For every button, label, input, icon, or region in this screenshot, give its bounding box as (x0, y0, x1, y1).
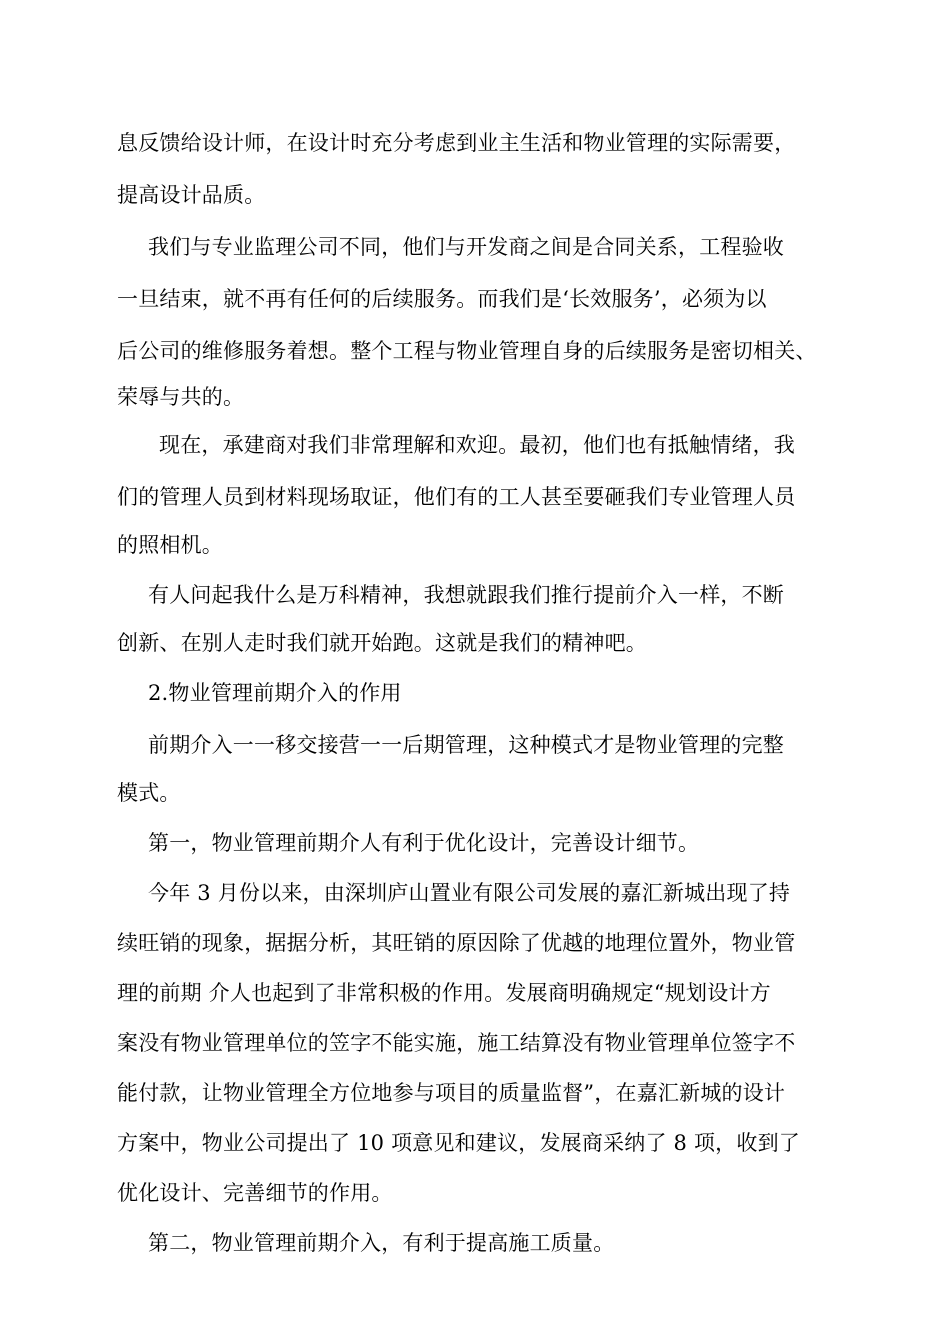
text-line-7: 现在，承建商对我们非常理解和欢迎。最初，他们也有抵触情绪，我 (159, 433, 795, 457)
text-line-14: 模式。 (117, 781, 181, 805)
text-line-18: 理的前期 介人也起到了非常积极的作用。发展商明确规定“规划设计方 (117, 981, 771, 1005)
text-line-3: 我们与专业监理公司不同，他们与开发商之间是合同关系，工程验收 (148, 235, 784, 259)
text-line-9: 的照相机。 (117, 533, 223, 557)
text-line-16: 今年 3 月份以来，由深圳庐山置业有限公司发展的嘉汇新城出现了持 (148, 881, 791, 905)
text-line-1: 息反馈给设计师，在设计时充分考虑到业主生活和物业管理的实际需要， (117, 131, 796, 155)
text-line-23: 第二，物业管理前期介入，有利于提高施工质量。 (148, 1231, 615, 1255)
text-line-20: 能付款，让物业管理全方位地参与项目的质量监督”，在嘉汇新城的设计 (117, 1081, 786, 1105)
text-line-10: 有人问起我什么是万科精神，我想就跟我们推行提前介入一样，不断 (148, 583, 784, 607)
text-line-17: 续旺销的现象，据据分析，其旺销的原因除了优越的地理位置外，物业管 (117, 931, 796, 955)
text-line-2: 提高设计品质。 (117, 183, 266, 207)
text-line-22: 优化设计、完善细节的作用。 (117, 1181, 393, 1205)
text-line-13: 前期介入一一移交接营一一后期管理，这种模式才是物业管理的完整 (148, 733, 784, 757)
text-line-21: 方案中，物业公司提出了 10 项意见和建议，发展商采纳了 8 项，收到了 (117, 1131, 800, 1155)
text-line-19: 案没有物业管理单位的笠字不能实施，施工结算没有物业管理单位签字不 (117, 1031, 796, 1055)
section-heading: 2.物业管理前期介入的作用 (148, 681, 402, 705)
text-line-11: 创新、在别人走时我们就开始跑。这就是我们的精神吧。 (117, 631, 647, 655)
text-line-8: 们的管理人员到材料现场取证，他们有的工人甚至要砸我们专业管理人员 (117, 485, 796, 509)
text-line-15: 第一，物业管理前期介人有利于优化设计，完善设计细节。 (148, 831, 700, 855)
text-line-4: 一旦结束，就不再有任何的后续服务。而我们是‘长效服务’，必须为以 (117, 287, 767, 311)
text-line-5: 后公司的维修服务着想。整个工程与物业管理自身的后续服务是密切相关、 (117, 339, 817, 363)
text-line-6: 荣辱与共的。 (117, 385, 245, 409)
